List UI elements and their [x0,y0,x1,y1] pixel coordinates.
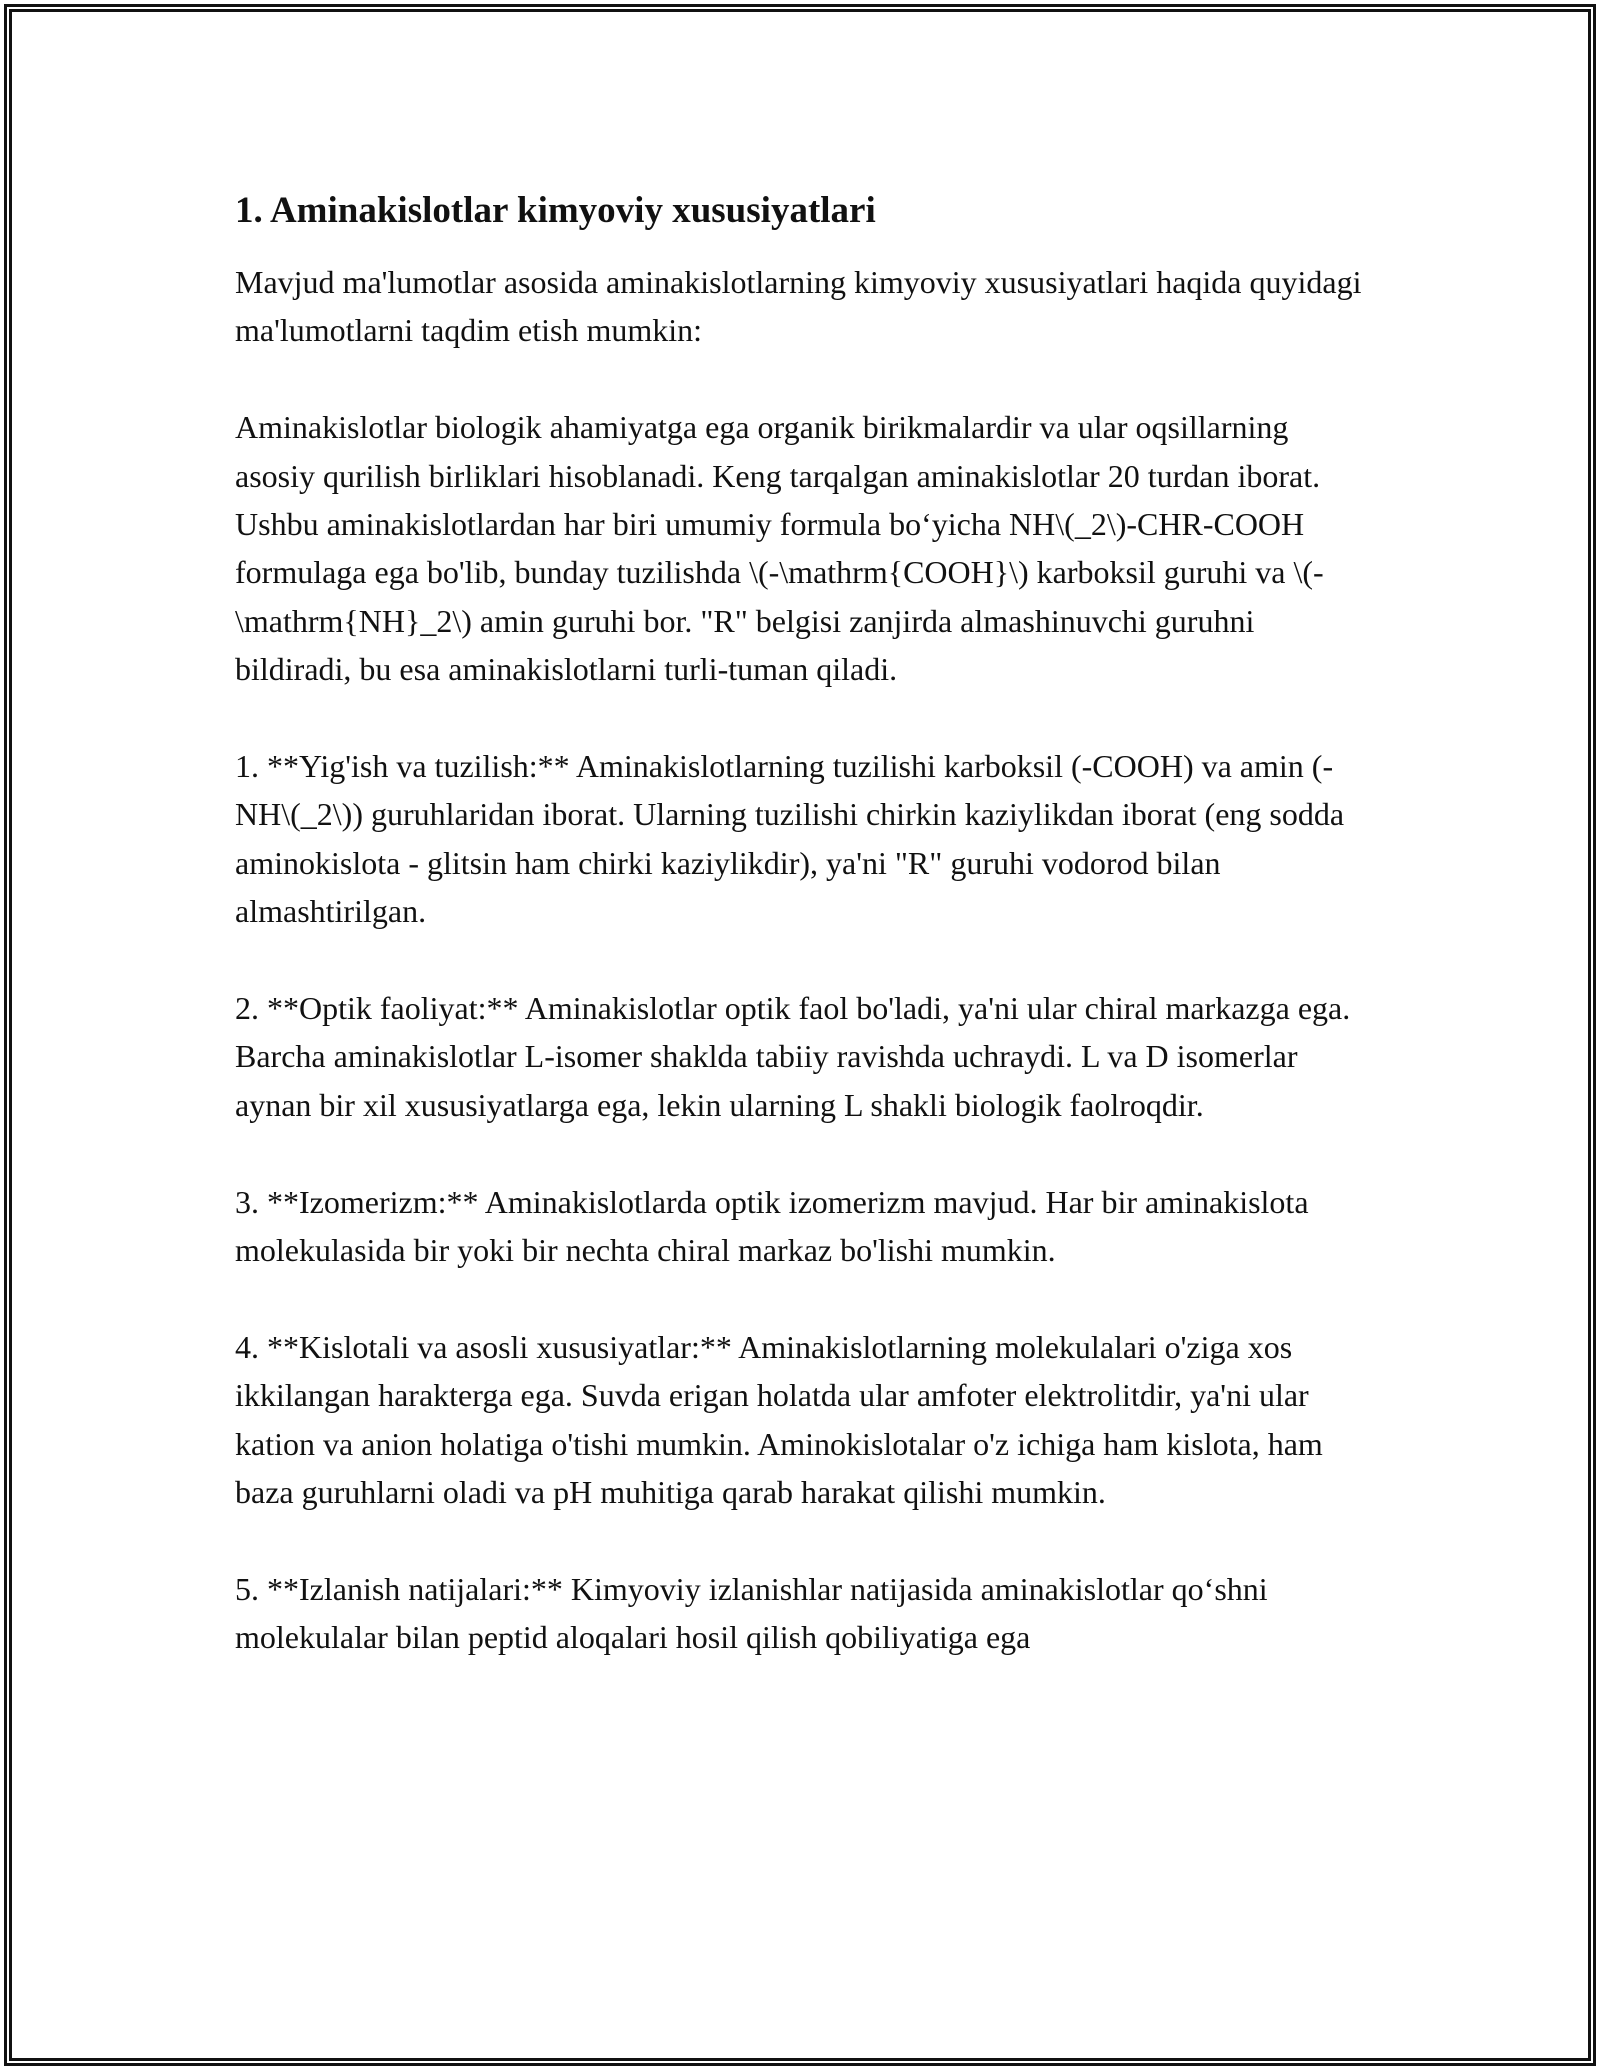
list-item-acid-base: 4. **Kislotali va asosli xususiyatlar:** Aminakislotlarning molekulalari o'ziga xos ikkilangan harakterga ega. Suvda erigan holatda ular amfoter elektrolitdir, ya'ni ular kation va anion holatiga o'tishi mumkin. Aminokislotalar o'z ichiga ham kislota, ham baza guruhlarni oladi va pH muhitiga qarab harakat qilishi mumkin. [235,1328,1323,1511]
list-item-optical-activity: 2. **Optik faoliyat:** Aminakislotlar optik faol bo'ladi, ya'ni ular chiral markazga ega. Barcha aminakislotlar L-isomer shaklda tabiiy ravishda uchraydi. L va D isomerlar aynan bir xil xususiyatlarga ega, lekin ularning L shakli biologik faolroqdir. [235,990,1351,1123]
list-item-isomerism: 3. **Izomerizm:** Aminakislotlarda optik izomerizm mavjud. Har bir aminakislota molekulasida bir yoki bir nechta chiral markaz bo'lishi mumkin. [235,1183,1309,1269]
list-item-structure: 1. **Yig'ish va tuzilish:** Aminakislotlarning tuzilishi karboksil (-COOH) va amin (-NH\(_2\)) guruhlaridan iborat. Ularning tuzilishi chirkin kaziylikdan iborat (eng sodda aminokislota - glitsin ham chirki kaziylikdir), ya'ni "R" guruhi vodorod bilan almashtirilgan. [235,748,1345,930]
overview-paragraph: Aminakislotlar biologik ahamiyatga ega organik birikmalardir va ular oqsillarning asosiy qurilish birliklari hisoblanadi. Keng tarqalgan aminakislotlar 20 turdan iborat. Ushbu aminakislotlardan har biri umumiy formula bo‘yicha NH\(_2\)-CHR-COOH formulaga ega bo'lib, bunday tuzilishda \(-\mathrm{COOH}\) karboksil guruhi va \(-\mathrm{NH}_2\) amin guruhi bor. "R" belgisi zanjirda almashinuvchi guruhni bildiradi, bu esa aminakislotlarni turli-tuman qiladi. [235,409,1324,688]
document-title: 1. Aminakislotlar kimyoviy xususiyatlari [235,190,876,231]
document-body [235,186,1375,1710]
intro-paragraph: Mavjud ma'lumotlar asosida aminakislotlarning kimyoviy xususiyatlari haqida quyidagi ma'lumotlarni taqdim etish mumkin: [235,264,1362,349]
list-item-research-results: 5. **Izlanish natijalari:** Kimyoviy izlanishlar natijasida aminakislotlar qo‘shni molekulalar bilan peptid aloqalari hosil qilish qobiliyatiga ega [235,1570,1268,1656]
